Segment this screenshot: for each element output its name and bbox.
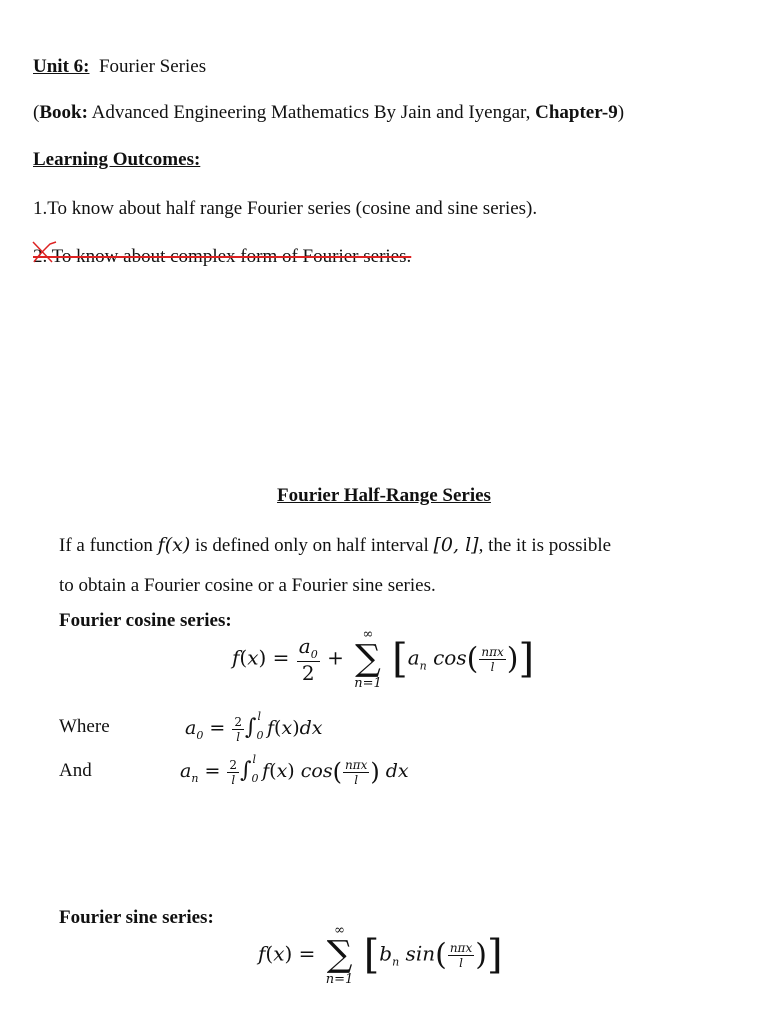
chapter-label: Chapter-9 [535, 102, 618, 123]
learning-outcomes-heading [33, 149, 200, 171]
outcomes-heading: Learning Outcomes: [33, 149, 201, 170]
intro-text-c: , the it is possible [478, 535, 612, 556]
outcome-item-2-text: 2. To know about complex form of Fourier series. [33, 246, 412, 267]
section-title-wrap [0, 485, 768, 507]
unit-label: Unit 6: [33, 56, 90, 77]
intro-line-1 [59, 534, 611, 557]
intro-text-a: If a function [59, 535, 153, 556]
and-label: And [59, 760, 92, 781]
book-label: Book: [39, 102, 88, 123]
unit-title: Fourier Series [98, 56, 207, 77]
intro-interval: [0, l] [433, 534, 479, 556]
section-title: Fourier Half-Range Series [277, 485, 491, 506]
book-text: Advanced Engineering Mathematics By Jain and Iyengar, [87, 102, 536, 123]
cosine-heading: Fourier cosine series: [59, 610, 232, 631]
cosine-series-formula: f(x) = $\frac{a_0}{2}$ + ∞ ∑ n=1 [$a_n$ cos( $\frac{\text{nπx}}{l}$ )] [232, 627, 535, 691]
sine-heading: Fourier sine series: [59, 907, 214, 928]
unit-heading [33, 56, 206, 78]
book-reference [33, 102, 624, 124]
book-open-paren: ( [33, 102, 40, 123]
a0-formula: $a_0$ = $\frac{2}{l}$ $\int_0^l$ f(x)dx [185, 710, 323, 744]
intro-function: f(x) [157, 534, 191, 556]
intro-line-2: to obtain a Fourier cosine or a Fourier sine series. [59, 575, 436, 596]
an-formula: $a_n$ = $\frac{2}{l}$ $\int_0^l$ f(x) cos( $\frac{\text{nπx}}{l}$ ) dx [180, 753, 409, 787]
outcome-item-1: 1.To know about half range Fourier series (cosine and sine series). [33, 198, 538, 219]
sine-heading-wrap [59, 907, 214, 929]
cosine-heading-wrap [59, 610, 232, 632]
where-label: Where [59, 716, 110, 737]
outcome-item-2 [33, 246, 411, 268]
book-close-paren: ) [617, 102, 625, 123]
intro-text-b: is defined only on half interval [194, 535, 429, 556]
red-cross-mark-icon [30, 238, 58, 268]
sine-series-formula: f(x) = ∞ ∑ n=1 [$b_n$ sin( $\frac{\text{nπx}}{l}$ )] [258, 923, 503, 987]
